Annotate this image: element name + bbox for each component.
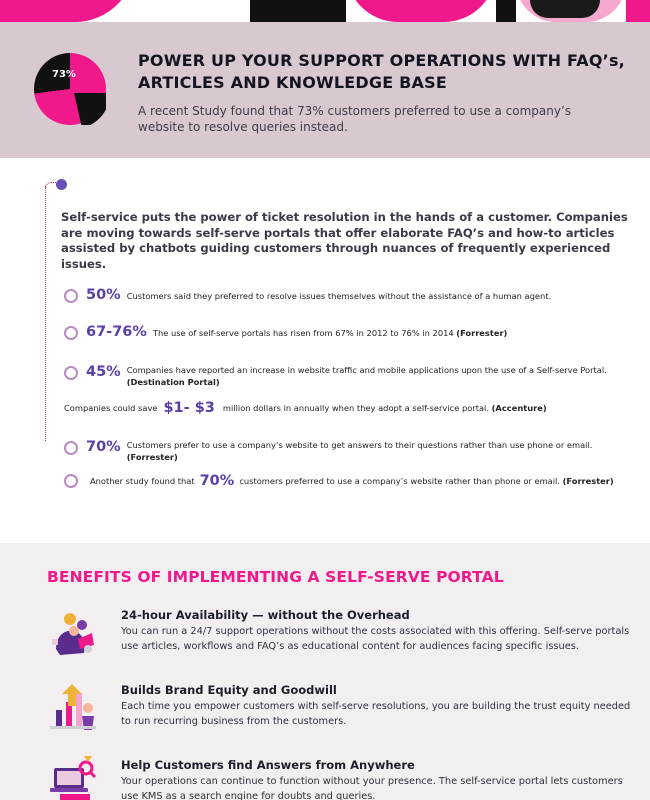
stat-source: (Forrester): [456, 328, 508, 338]
savings-suffix: million dollars in annually when they adopt a self-service portal.: [222, 403, 489, 413]
stat-text: Customers said they preferred to resolve issues themselves without the assistance of a human agent.: [126, 291, 552, 301]
benefit-heading: Help Customers find Answers from Anywhere: [121, 758, 415, 772]
circle-bullet-icon: [64, 289, 78, 303]
timeline-line: [45, 186, 46, 441]
benefits-section: [0, 543, 650, 800]
circle-bullet-icon: [64, 326, 78, 340]
benefit-heading: Builds Brand Equity and Goodwill: [121, 683, 337, 697]
hero-subtitle: A recent Study found that 73% customers preferred to use a company’s website to resolve queries instead.: [138, 104, 572, 134]
stat-value: 70%: [86, 439, 121, 455]
hero-banner: [0, 22, 650, 158]
timeline-dot-icon: [56, 179, 67, 190]
stat-text: Companies have reported an increase in website traffic and mobile applications upon the use of a Self-serve Portal. (Destination Portal): [126, 365, 607, 387]
benefit-body: Each time you empower customers with self-serve resolutions, you are building the trust equity needed to run recurring business from the customers.: [121, 701, 631, 727]
another-prefix: Another study found that: [90, 476, 195, 486]
savings-stat: [64, 400, 624, 416]
stat-item: [64, 287, 624, 303]
pie-slice-black: [34, 53, 106, 125]
another-suffix: customers preferred to use a company’s website rather than phone or email. (Forrester): [239, 476, 614, 486]
circle-bullet-icon: [64, 366, 78, 380]
stat-source: (Destination Portal): [126, 377, 220, 387]
stat-text: Customers prefer to use a company’s website to get answers to their questions rather than use phone or email. (Forrester): [126, 440, 593, 462]
another-value: 70%: [199, 473, 235, 489]
stat-value: 67-76%: [86, 324, 147, 340]
another-source: (Forrester): [562, 476, 614, 486]
circle-bullet-icon: [64, 441, 78, 455]
intro-paragraph: Self-service puts the power of ticket resolution in the hands of a customer. Companies are moving towards self-serve portals that offer elaborate FAQ’s and how-to articles assisted by chatbots guiding customers through nuances of frequently experienced issues.: [61, 210, 628, 271]
benefit-body: Your operations can continue to function without your presence. The self-service portal lets customers use KMS as a search engine for doubts and queries.: [121, 776, 623, 800]
stat-text: The use of self-serve portals has risen from 67% in 2012 to 76% in 2014 (Forrester): [152, 328, 508, 338]
circle-bullet-icon: [64, 474, 78, 488]
stat-value: 45%: [86, 364, 121, 380]
stat-source: (Forrester): [126, 452, 178, 462]
support-person-icon: [48, 609, 98, 659]
stat-item: [64, 324, 624, 340]
stat-item: [64, 364, 624, 388]
header-illustration: [0, 0, 650, 22]
stat-item: [64, 473, 624, 489]
benefit-heading: 24-hour Availability — without the Overhead: [121, 608, 410, 622]
stat-value: 50%: [86, 287, 121, 303]
benefits-title: BENEFITS OF IMPLEMENTING A SELF-SERVE PORTAL: [47, 568, 504, 586]
benefit-body: You can run a 24/7 support operations without the costs associated with this offering. Self-serve portals use articles, workflows and FAQ’s as educational content for audiences facing specific issues.: [121, 626, 630, 652]
pie-label: 73%: [52, 69, 76, 80]
page-title: POWER UP YOUR SUPPORT OPERATIONS WITH FAQ’s, ARTICLES AND KNOWLEDGE BASE: [138, 51, 625, 92]
savings-prefix: Companies could save: [64, 403, 158, 413]
growth-arrow-icon: [48, 682, 98, 732]
savings-value: $1- $3: [163, 400, 215, 416]
stat-item: [64, 439, 624, 463]
savings-source: (Accenture): [491, 403, 547, 413]
laptop-search-icon: [48, 754, 98, 800]
